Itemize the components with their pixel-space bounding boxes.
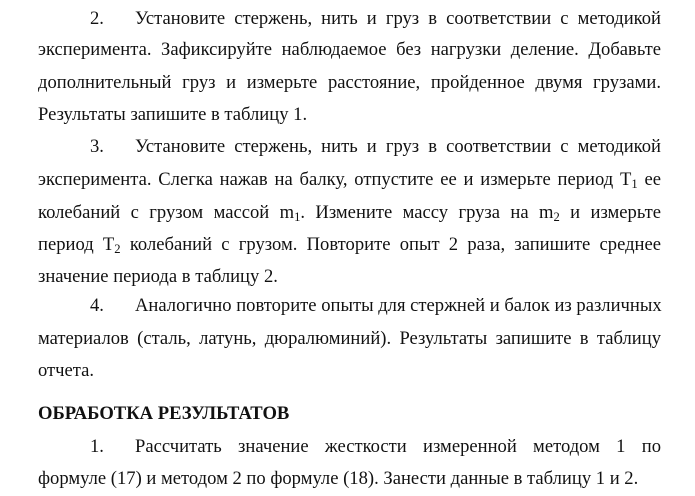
processing-item-1-line-1: 1. Рассчитать значение жесткости измеренной методом 1 по	[90, 430, 661, 463]
item-2-line-3: дополнительный груз и измерьте расстояние, пройденное двумя грузами.	[38, 72, 661, 93]
item-3-line-5: значение периода в таблицу 2.	[38, 266, 278, 287]
item-number: 3.	[90, 136, 104, 157]
item-number: 4.	[90, 295, 104, 316]
processing-item-1-line-2: формуле (17) и методом 2 по формуле (18). Занести данные в таблицу 1 и 2.	[38, 468, 639, 489]
item-4-line-1: 4. Аналогично повторите опыты для стержней и балок из различных	[90, 289, 661, 322]
section-heading: ОБРАБОТКА РЕЗУЛЬТАТОВ	[38, 403, 290, 424]
item-2-line-4: Результаты запишите в таблицу 1.	[38, 104, 308, 125]
item-number: 1.	[90, 436, 104, 457]
item-3-line-3: колебаний с грузом массой $m_1$. Измените массу груза на $m_2$ и измерьте	[38, 202, 661, 225]
item-4-line-2: материалов (сталь, латунь, дюралюминий). Результаты запишите в таблицу	[38, 328, 661, 349]
item-3-line-1: 3. Установите стержень, нить и груз в соответствии с методикой	[90, 130, 661, 163]
item-3-line-2: эксперимента. Слегка нажав на балку, отпустите ее и измерьте период $T_1$ ее	[38, 169, 661, 192]
item-2-line-1: 2. Установите стержень, нить и груз в соответствии с методикой	[90, 2, 661, 35]
item-number: 2.	[90, 8, 104, 29]
item-4-line-3: отчета.	[38, 360, 95, 381]
item-3-line-4: период $T_2$ колебаний с грузом. Повторите опыт 2 раза, запишите среднее	[38, 234, 661, 257]
item-2-line-2: эксперимента. Зафиксируйте наблюдаемое без нагрузки деление. Добавьте	[38, 39, 661, 60]
